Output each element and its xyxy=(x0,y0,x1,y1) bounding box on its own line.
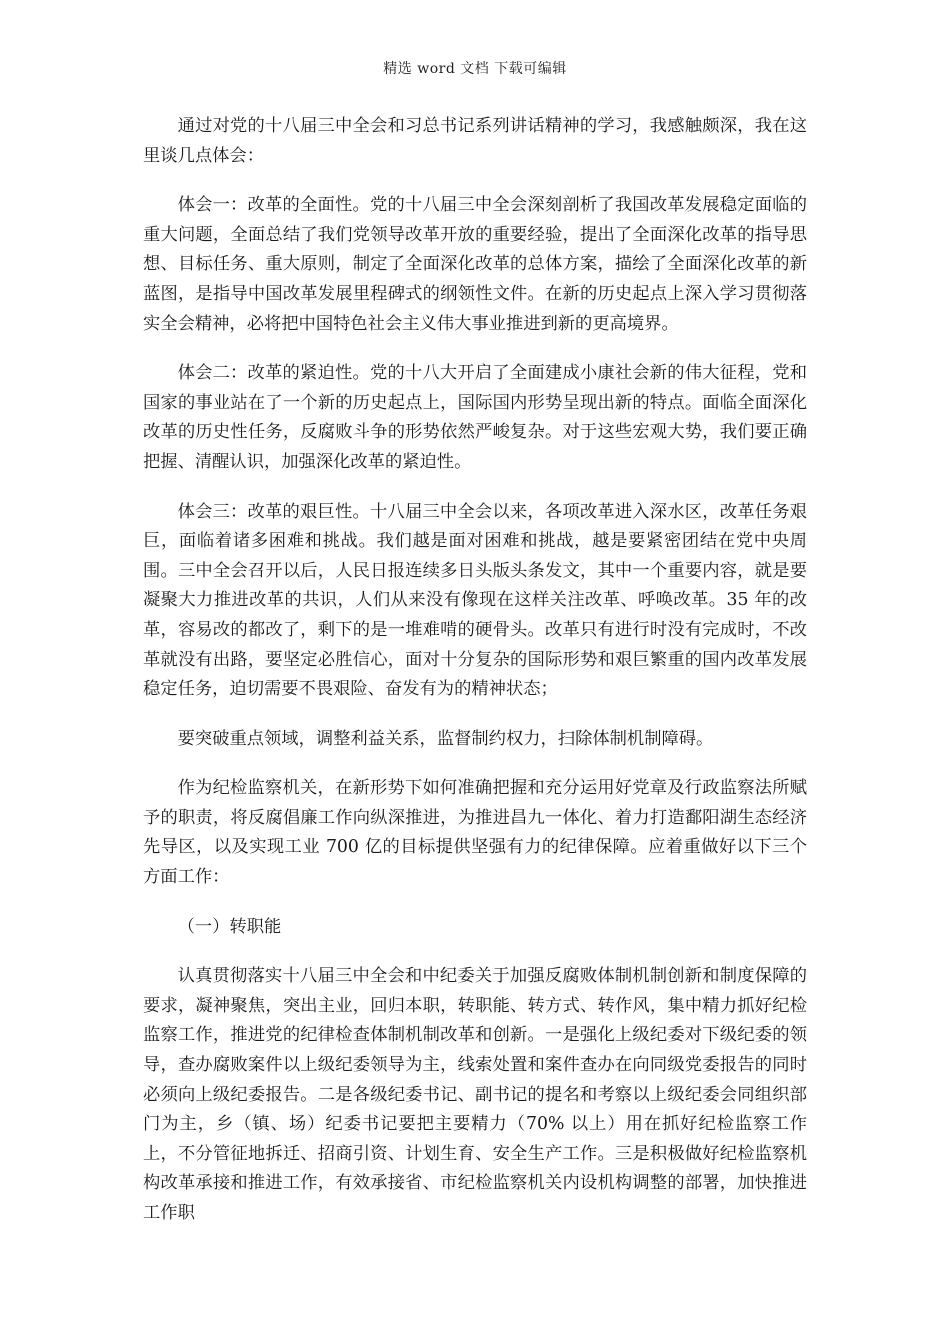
paragraph-insight-three: 体会三：改革的艰巨性。十八届三中全会以来，各项改革进入深水区，改革任务艰巨，面临着诸多困难和挑战。我们越是面对困难和挑战，越是要紧密团结在党中央周围。三中全会召开以后，人民日报连续多日头版头条发文，其中一个重要内容，就是要凝聚大力推进改革的共识，人们从来没有像现在这样关注改革、呼唤改革。35 年的改革，容易改的都改了，剩下的是一堆难啃的硬骨头。改革只有进行时没有完成时，不改革就没有出路，要坚定必胜信心，面对十分复杂的国际形势和艰巨繁重的国内改革发展稳定任务，迫切需要不畏艰险、奋发有为的精神状态； xyxy=(143,501,807,700)
paragraph-insight-two: 体会二：改革的紧迫性。党的十八大开启了全面建成小康社会新的伟大征程，党和国家的事业站在了一个新的历史起点上，国际国内形势呈现出新的特点。面临全面深化改革的历史性任务，反腐败斗争的形势依然严峻复杂。对于这些宏观大势，我们要正确把握、清醒认识，加强深化改革的紧迫性。 xyxy=(143,363,807,472)
section-heading-transform-functions: （一）转职能 xyxy=(177,916,282,937)
paragraph-intro: 通过对党的十八届三中全会和习总书记系列讲话精神的学习，我感触颇深，我在这里谈几点体会： xyxy=(143,116,807,166)
paragraph-breakthrough: 要突破重点领域，调整利益关系，监督制约权力，扫除体制机制障碍。 xyxy=(177,728,714,749)
paragraph-discipline-role: 作为纪检监察机关，在新形势下如何准确把握和充分运用好党章及行政监察法所赋予的职责，将反腐倡廉工作向纵深推进，为推进昌九一体化、着力打造鄱阳湖生态经济先导区，以及实现工业 700 亿的目标提供坚强有力的纪律保障。应着重做好以下三个方面工作： xyxy=(143,778,807,888)
paragraph-insight-one: 体会一：改革的全面性。党的十八届三中全会深刻剖析了我国改革发展稳定面临的重大问题，全面总结了我们党领导改革开放的重要经验，提出了全面深化改革的指导思想、目标任务、重大原则，制定了全面深化改革的总体方案，描绘了全面深化改革的新蓝图，是指导中国改革发展里程碑式的纲领性文件。在新的历史起点上深入学习贯彻落实全会精神，必将把中国特色社会主义伟大事业推进到新的更高境界。 xyxy=(143,195,807,334)
paragraph-transform-functions: 认真贯彻落实十八届三中全会和中纪委关于加强反腐败体制机制创新和制度保障的要求，凝神聚焦，突出主业，回归本职，转职能、转方式、转作风，集中精力抓好纪检监察工作，推进党的纪律检查体制机制改革和创新。一是强化上级纪委对下级纪委的领导，查办腐败案件以上级纪委领导为主，线索处置和案件查办在向同级党委报告的同时必须向上级纪委报告。二是各级纪委书记、副书记的提名和考察以上级纪委会同组织部门为主，乡（镇、场）纪委书记要把主要精力（70% 以上）用在抓好纪检监察工作上，不分管征地拆迁、招商引资、计划生育、安全生产工作。三是积极做好纪检监察机构改革承接和推进工作，有效承接省、市纪检监察机关内设机构调整的部署，加快推进工作职 xyxy=(143,966,807,1223)
page-header: 精选 word 文档 下载可编辑 xyxy=(383,61,567,77)
document-body xyxy=(143,112,807,1249)
